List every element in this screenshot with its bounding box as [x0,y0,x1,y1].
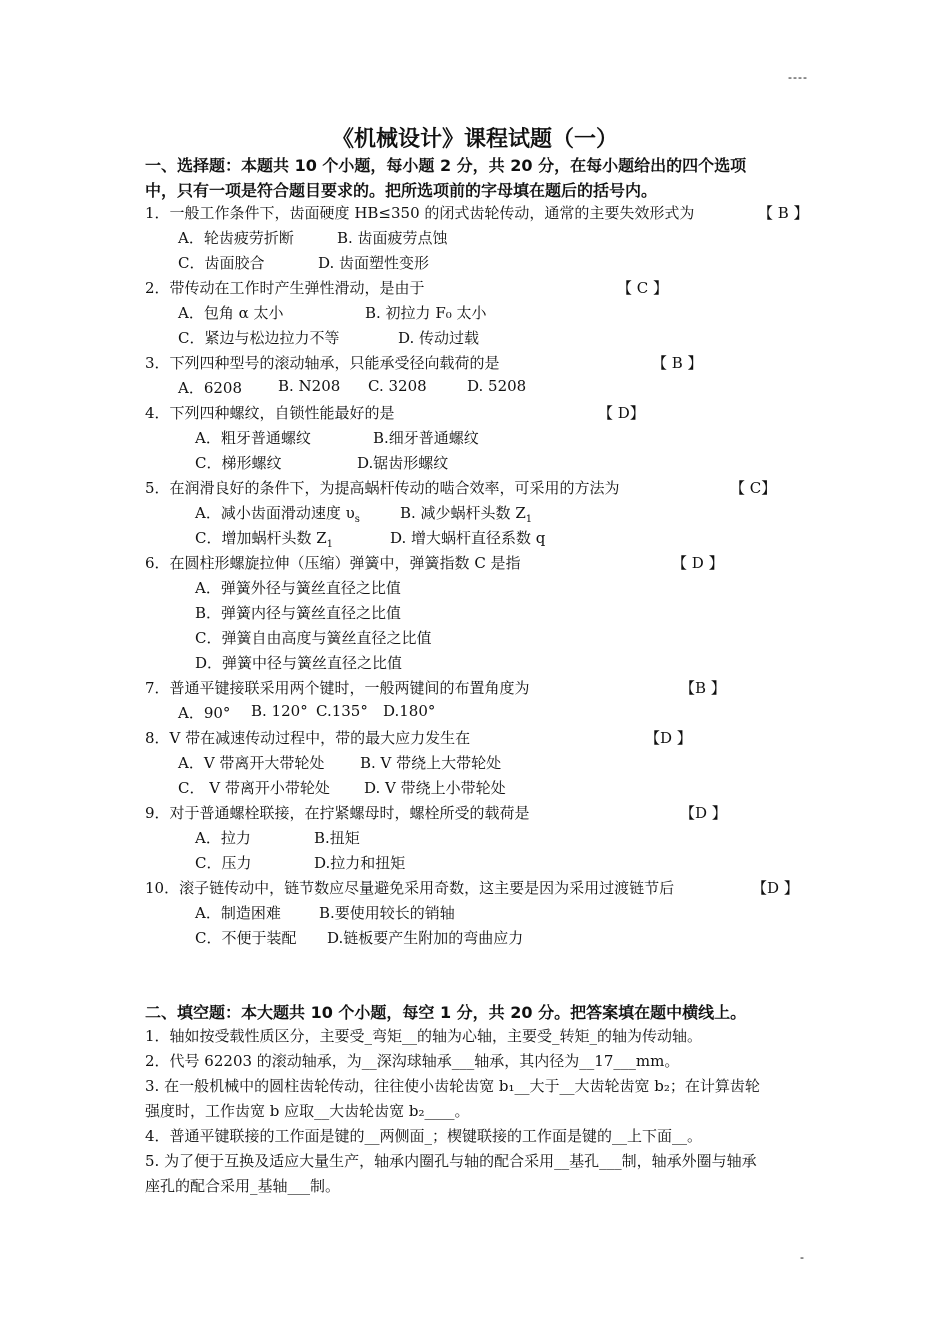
q2-option-a: A．包角 α 太小 [178,304,284,322]
fill-question-4: 4．普通平键联接的工作面是键的__两侧面_；楔键联接的工作面是键的__上下面__。 [145,1127,703,1145]
q4-option-a: A．粗牙普通螺纹 [195,429,311,447]
q1-option-b: B. 齿面疲劳点蚀 [337,229,448,247]
q2-option-c: C．紧边与松边拉力不等 [178,329,340,347]
fill-question-3-line2: 强度时，工作齿宽 b 应取__大齿轮齿宽 b₂____。 [145,1102,470,1120]
fill-question-2: 2．代号 62203 的滚动轴承，为__深沟球轴承___轴承，其内径为__17___mm。 [145,1052,680,1070]
q9-option-c: C．压力 [195,854,252,872]
answer-10: 【D 】 [752,879,799,897]
section1-heading-line1: 一、选择题：本题共 10 个小题，每小题 2 分，共 20 分，在每小题给出的四个选项 [145,156,747,175]
answer-3: 【 B 】 [652,354,703,372]
question-5: 5．在润滑良好的条件下，为提高蜗杆传动的啮合效率，可采用的方法为 [145,479,620,497]
fill-question-5-line2: 座孔的配合采用_基轴___制。 [145,1177,341,1195]
q4-option-b: B.细牙普通螺纹 [373,429,479,447]
q2-option-d: D. 传动过载 [398,329,480,347]
answer-5: 【 C】 [730,479,777,497]
q6-option-a: A．弹簧外径与簧丝直径之比值 [195,579,401,597]
q3-option-c: C. 3208 [368,377,427,395]
q3-option-a: A．6208 [178,379,243,397]
question-2: 2．带传动在工作时产生弹性滑动，是由于 [145,279,425,297]
q9-option-d: D.拉力和扭矩 [314,854,406,872]
answer-9: 【D 】 [680,804,727,822]
q9-option-a: A．拉力 [195,829,251,847]
q7-option-b: B. 120° [251,702,308,720]
section2-heading: 二、填空题：本大题共 10 个小题，每空 1 分，共 20 分。把答案填在题中横线上。 [145,1003,747,1022]
question-3: 3．下列四种型号的滚动轴承，只能承受径向载荷的是 [145,354,500,372]
q5-option-a: A．减小齿面滑动速度 $\upsilon_s$ [195,504,360,525]
question-8: 8．V 带在减速传动过程中，带的最大应力发生在 [145,729,471,747]
q3-option-b: B. N208 [278,377,341,395]
q8-option-a: A．V 带离开大带轮处 [178,754,325,772]
q10-option-d: D.链板要产生附加的弯曲应力 [327,929,524,947]
question-7: 7．普通平键接联采用两个键时，一般两键间的布置角度为 [145,679,530,697]
footer-mark: - [800,1250,805,1264]
fill-question-1: 1．轴如按受载性质区分，主要受_弯矩__的轴为心轴，主要受_转矩_的轴为传动轴。 [145,1027,703,1045]
q6-option-b: B．弹簧内径与簧丝直径之比值 [195,604,402,622]
q8-option-d: D. V 带绕上小带轮处 [364,779,506,797]
q1-option-d: D. 齿面塑性变形 [318,254,430,272]
q5-option-b: B. 减少蜗杆头数 $Z_1$ [400,504,533,525]
q7-option-c: C.135° [316,702,368,720]
q6-option-c: C．弹簧自由高度与簧丝直径之比值 [195,629,432,647]
fill-question-3-line1: 3. 在一般机械中的圆柱齿轮传动，往往使小齿轮齿宽 b₁__大于__大齿轮齿宽 b₂；在计算齿轮 [145,1077,760,1095]
q5-option-c: C．增加蜗杆头数 $Z_1$ [195,529,334,550]
q2-option-b: B. 初拉力 F₀ 太小 [365,304,487,322]
page-title: 《机械设计》课程试题（一） [331,127,618,152]
q8-option-c: C． V 带离开小带轮处 [178,779,330,797]
header-mark: ---- [788,70,808,84]
question-4: 4．下列四种螺纹，自锁性能最好的是 [145,404,395,422]
answer-8: 【D 】 [645,729,692,747]
answer-6: 【 D 】 [672,554,724,572]
q4-option-c: C．梯形螺纹 [195,454,282,472]
q4-option-d: D.锯齿形螺纹 [357,454,449,472]
q8-option-b: B. V 带绕上大带轮处 [360,754,502,772]
q7-option-d: D.180° [383,702,436,720]
q5-option-d: D. 增大蜗杆直径系数 q [390,529,546,547]
q6-option-d: D．弹簧中径与簧丝直径之比值 [195,654,403,672]
answer-1: 【 B 】 [758,204,809,222]
question-9: 9．对于普通螺栓联接，在拧紧螺母时，螺栓所受的载荷是 [145,804,530,822]
q10-option-b: B.要使用较长的销轴 [319,904,455,922]
question-10: 10．滚子链传动中，链节数应尽量避免采用奇数，这主要是因为采用过渡链节后 [145,879,675,897]
answer-7: 【B 】 [680,679,726,697]
q3-option-d: D. 5208 [467,377,527,395]
section1-heading-line2: 中，只有一项是符合题目要求的。把所选项前的字母填在题后的括号内。 [145,181,658,200]
fill-question-5-line1: 5. 为了便于互换及适应大量生产，轴承内圈孔与轴的配合采用__基孔___制，轴承外圈与轴承 [145,1152,757,1170]
q1-option-a: A．轮齿疲劳折断 [178,229,294,247]
question-1: 1．一般工作条件下，齿面硬度 HB≤350 的闭式齿轮传动，通常的主要失效形式为 [145,204,695,222]
question-6: 6．在圆柱形螺旋拉伸（压缩）弹簧中，弹簧指数 C 是指 [145,554,521,572]
answer-2: 【 C 】 [617,279,669,297]
q7-option-a: A．90° [178,704,231,722]
q1-option-c: C．齿面胶合 [178,254,265,272]
q10-option-a: A．制造困难 [195,904,281,922]
q10-option-c: C．不便于装配 [195,929,297,947]
answer-4: 【 D】 [598,404,645,422]
q9-option-b: B.扭矩 [314,829,360,847]
